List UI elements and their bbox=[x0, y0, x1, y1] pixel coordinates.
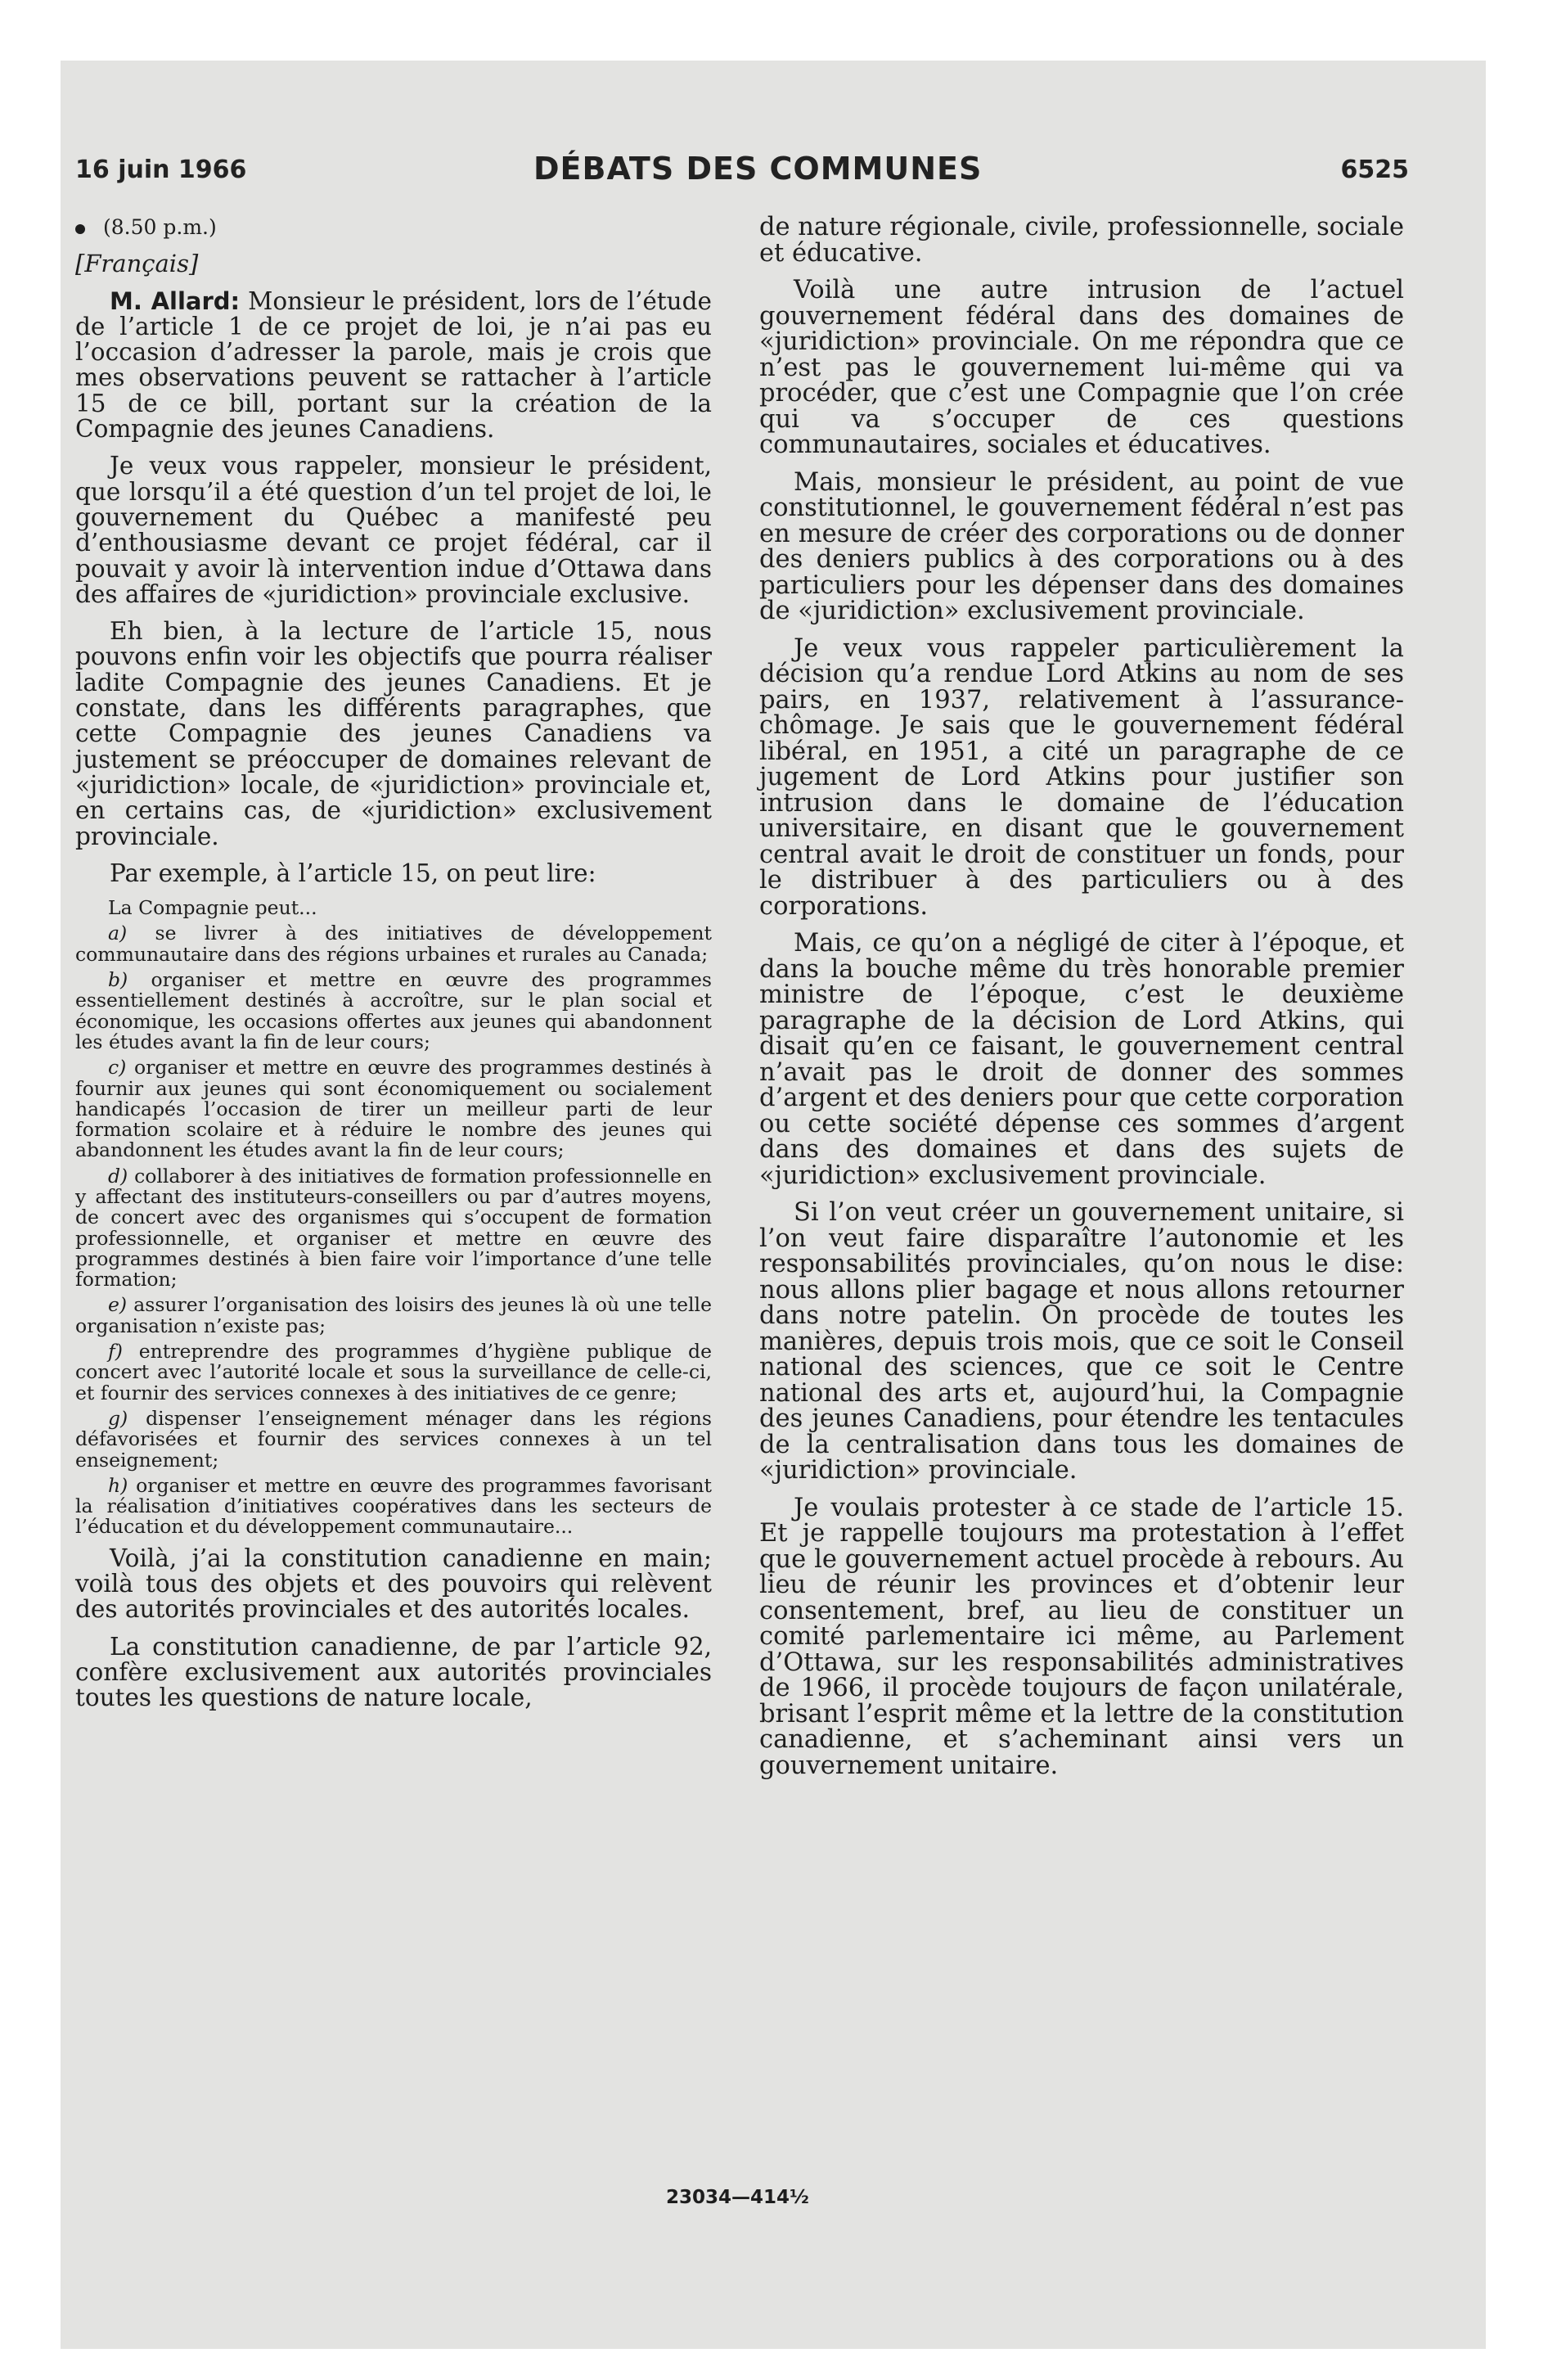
item-letter: g) bbox=[108, 1406, 128, 1430]
paragraph: Si l’on veut créer un gouvernement unitaire, si l’on veut faire disparaître l’autonomie et les responsabilités provinciales, qu’on nous le dise: nous allons plier bagage et nous allons retourner dans notre patelin. On procède de toutes les manières, depuis trois mois, que ce soit le Conseil national des sciences, que ce soit le Centre national des arts et, aujourd’hui, la Compagnie des jeunes Canadiens, pour étendre les tentacules de la centralisation dans tous les domaines de «juridiction» provinciale. bbox=[759, 1198, 1404, 1485]
item-letter: d) bbox=[108, 1164, 128, 1188]
header-title: DÉBATS DES COMMUNES bbox=[533, 151, 983, 187]
paragraph: Mais, monsieur le président, au point de vue constitutionnel, le gouvernement fédéral n’est pas en mesure de créer des corporations ou de donner des deniers publics à des corporations ou à des particuliers pour les dépenser dans des domaines de «juridiction» exclusivement provinciale. bbox=[759, 467, 1404, 625]
quote-lead: La Compagnie peut... bbox=[108, 896, 317, 920]
left-column bbox=[75, 214, 712, 1723]
paragraph: Je veux vous rappeler, monsieur le président, que lorsqu’il a été question d’un tel projet de loi, le gouvernement du Québec a manifesté peu d’enthousiasme devant ce projet fédéral, car il pouvait y avoir là intervention indue d’Ottawa dans des affaires de «juridiction» provinciale exclusive. bbox=[75, 452, 712, 608]
item-text: organiser et mettre en œuvre des programmes favorisant la réalisation d’initiatives coopératives dans les secteurs de l’éducation et du développement communautaire... bbox=[75, 1473, 712, 1539]
quoted-article bbox=[75, 898, 712, 1538]
time-text: (8.50 p.m.) bbox=[103, 215, 217, 239]
quote-item bbox=[75, 970, 712, 1053]
item-letter: e) bbox=[108, 1293, 128, 1317]
page-header bbox=[75, 151, 1409, 192]
item-text: assurer l’organisation des loisirs des jeunes là où une telle organisation n’existe pas; bbox=[75, 1293, 712, 1337]
paragraph: Par exemple, à l’article 15, on peut lire: bbox=[110, 859, 596, 887]
quote-item bbox=[75, 1166, 712, 1291]
speaker-name: M. Allard: bbox=[110, 286, 241, 315]
quote-item bbox=[75, 1473, 712, 1539]
paragraph: Eh bien, à la lecture de l’article 15, nous pouvons enfin voir les objectifs que pourra réaliser ladite Compagnie des jeunes Canadiens. Et je constate, dans les différents paragraphes, que cette Compagnie des jeunes Canadiens va justement se préoccuper de domaines relevant de «juridiction» locale, de «juridiction» provinciale et, en certains cas, de «juridiction» exclusivement provinciale. bbox=[75, 617, 712, 850]
page-number: 6525 bbox=[1340, 156, 1409, 184]
item-letter: h) bbox=[108, 1473, 128, 1497]
item-text: entreprendre des programmes d’hygiène publique de concert avec l’autorité locale et sous la surveillance de celle-ci, et fournir des services connexes à des initiatives de ce genre; bbox=[75, 1340, 712, 1404]
quote-item bbox=[75, 1057, 712, 1161]
item-text: organiser et mettre en œuvre des programmes destinés à fournir aux jeunes qui sont économiquement ou socialement handicapés l’occasion de tirer un meilleur parti de leur formation scolaire et à réduire le nombre des jeunes qui abandonnent les études avant la fin de leur cours; bbox=[75, 1056, 712, 1162]
language-marker: [Français] bbox=[75, 250, 199, 278]
paragraph-text: Monsieur le président, lors de l’étude de l’article 1 de ce projet de loi, je n’ai pas eu l’occasion d’adresser la parole, mais je crois que mes observations peuvent se rattacher à l’article 15 de ce bill, portant sur la création de la Compagnie des jeunes Canadiens. bbox=[75, 286, 712, 444]
right-column bbox=[759, 214, 1404, 1790]
paragraph: Mais, ce qu’on a négligé de citer à l’époque, et dans la bouche même du très honorable premier ministre de l’époque, c’est le deuxième paragraphe de la décision de Lord Atkins, qui disait qu’en ce faisant, le gouvernement central n’avait pas le droit de donner des sommes d’argent et des deniers pour que cette corporation ou cette société dépense ces sommes d’argent dans des domaines et dans des sujets de «juridiction» exclusivement provinciale. bbox=[759, 929, 1404, 1190]
print-code: 23034—414½ bbox=[666, 2187, 809, 2208]
paragraph: Je veux vous rappeler particulièrement la décision qu’a rendue Lord Atkins au nom de ses pairs, en 1937, relativement à l’assurance-chômage. Je sais que le gouvernement fédéral libéral, en 1951, a cité un paragraphe de ce jugement de Lord Atkins pour justifier son intrusion dans le domaine de l’éducation universitaire, en disant que le gouvernement central avait le droit de constituer un fonds, pour le distribuer à des particuliers ou à des corporations. bbox=[759, 633, 1404, 921]
quote-item bbox=[75, 1341, 712, 1404]
paragraph bbox=[75, 286, 712, 444]
quote-item bbox=[75, 923, 712, 965]
paragraph: Voilà une autre intrusion de l’actuel gouvernement fédéral dans des domaines de «juridiction» provinciale. On me répondra que ce n’est pas le gouvernement lui-même qui va procéder, que c’est une Compagnie que l’on crée qui va s’occuper de ces questions communautaires, sociales et éducatives. bbox=[759, 276, 1404, 459]
item-text: se livrer à des initiatives de développement communautaire dans des régions urbaines et rurales au Canada; bbox=[75, 922, 712, 966]
header-date: 16 juin 1966 bbox=[75, 156, 247, 184]
bullet-icon bbox=[75, 224, 85, 234]
paragraph: Voilà, j’ai la constitution canadienne en main; voilà tous des objets et des pouvoirs qui relèvent des autorités provinciales et des autorités locales. bbox=[75, 1544, 712, 1624]
paragraph: Je voulais protester à ce stade de l’article 15. Et je rappelle toujours ma protestation à l’effet que le gouvernement actuel procède à rebours. Au lieu de réunir les provinces et d’obtenir leur consentement, bref, au lieu de constituer un comité parlementaire ici même, au Parlement d’Ottawa, sur les responsabilités administratives de 1966, il procède toujours de façon unilatérale, brisant l’esprit même et la lettre de la constitution canadienne, et s’acheminant ainsi vers un gouvernement unitaire. bbox=[759, 1493, 1404, 1780]
quote-item bbox=[75, 1295, 712, 1336]
item-letter: c) bbox=[108, 1056, 127, 1080]
item-letter: a) bbox=[108, 922, 128, 945]
quote-item bbox=[75, 1406, 712, 1472]
paragraph: La constitution canadienne, de par l’article 92, confère exclusivement aux autorités provinciales toutes les questions de nature locale, bbox=[75, 1632, 712, 1712]
item-text: collaborer à des initiatives de formation professionnelle en y affectant des instituteurs-conseillers ou par d’autres moyens, de concert avec des organismes qui s’occupent de formation professionnelle, et organiser et mettre en œuvre des programmes destinés à bien faire voir l’importance d’une telle formation; bbox=[75, 1164, 712, 1291]
item-text: dispenser l’enseignement ménager dans les régions défavorisées et fournir des services connexes à un tel enseignement; bbox=[75, 1406, 712, 1472]
item-letter: b) bbox=[108, 968, 128, 992]
time-stamp bbox=[75, 214, 712, 240]
item-letter: f) bbox=[108, 1340, 123, 1364]
item-text: organiser et mettre en œuvre des programmes essentiellement destinés à accroître, sur le plan social et économique, les occasions offertes aux jeunes qui abandonnent les études avant la fin de leur cours; bbox=[75, 968, 712, 1053]
paragraph: de nature régionale, civile, professionnelle, sociale et éducative. bbox=[759, 213, 1404, 268]
